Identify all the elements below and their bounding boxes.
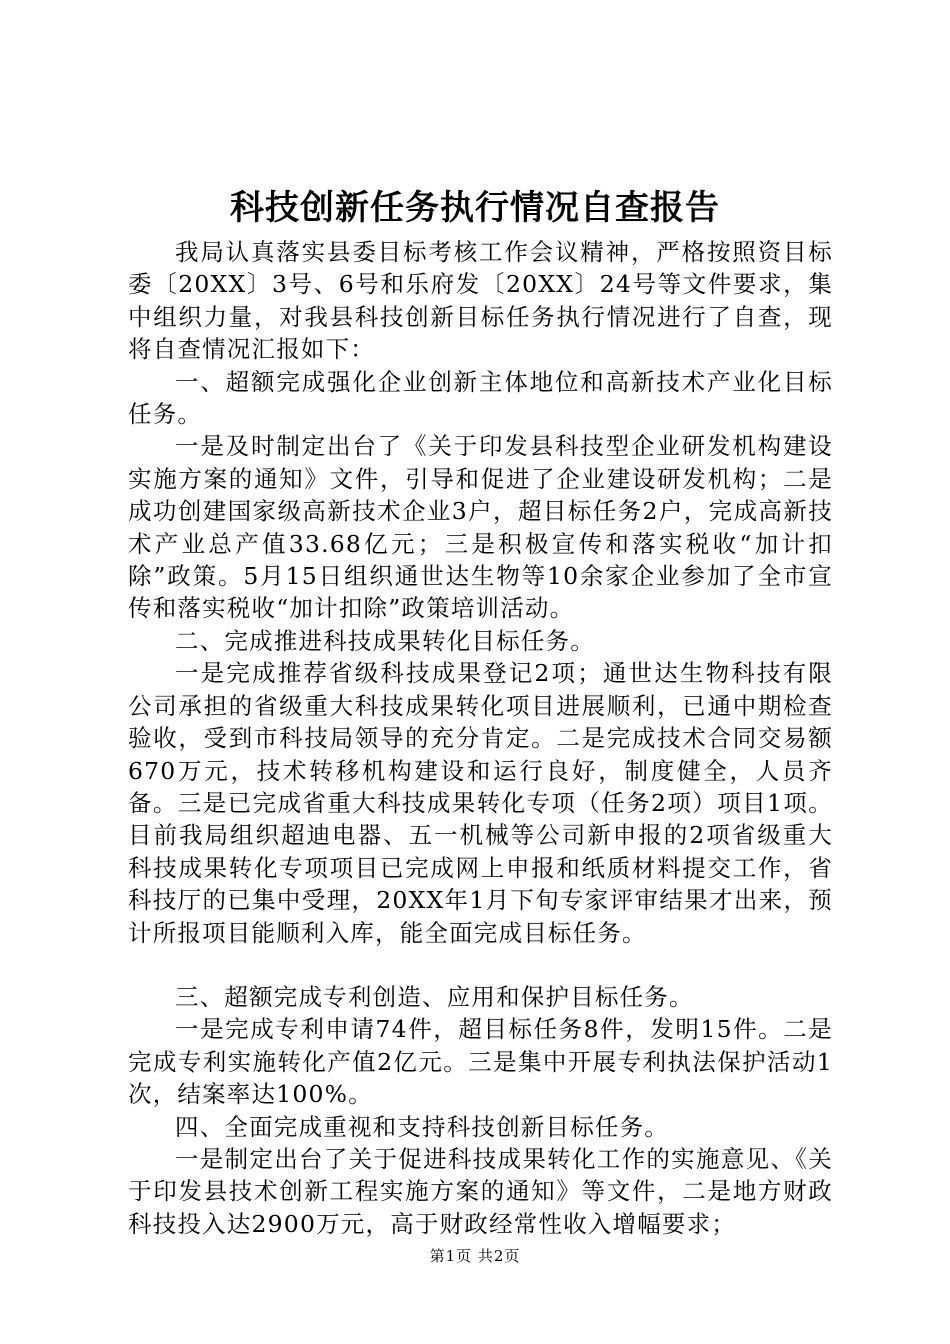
page-footer: 第1页 共2页 [429, 1247, 521, 1265]
paragraph-section-2: 一是完成推荐省级科技成果登记2项；通世达生物科技有限公司承担的省级重大科技成果转化项目进展顺利，已通中期检查验收，受到市科技局领导的充分肯定。二是完成技术合同交易额670万元，技术转移机构建设和运行良好，制度健全，人员齐备。三是已完成省重大科技成果转化专项（任务2项）项目1项。目前我局组织超迪电器、五一机械等公司新申报的2项省级重大科技成果转化专项项目已完成网上申报和纸质材料提交工作，省科技厅的已集中受理，20XX年1月下旬专家评审结果才出来，预计所报项目能顺利入库，能全面完成目标任务。 [128, 659, 833, 947]
paragraph-heading-1: 一、超额完成强化企业创新主体地位和高新技术产业化目标任务。 [128, 367, 833, 429]
paragraph-section-3: 一是完成专利申请74件，超目标任务8件，发明15件。二是完成专利实施转化产值2亿元。三是集中开展专利执法保护活动1次，结案率达100%。 [128, 1015, 833, 1109]
paragraph-intro: 我局认真落实县委目标考核工作会议精神，严格按照资目标委〔20XX〕3号、6号和乐府发〔20XX〕24号等文件要求，集中组织力量，对我县科技创新目标任务执行情况进行了自查，现将自查情况汇报如下： [128, 238, 833, 364]
paragraph-heading-2: 二、完成推进科技成果转化目标任务。 [175, 626, 595, 655]
document-body [128, 236, 833, 1240]
paragraph-heading-4: 四、全面完成重视和支持科技创新目标任务。 [175, 1112, 669, 1141]
paragraph-section-1: 一是及时制定出台了《关于印发县科技型企业研发机构建设实施方案的通知》文件，引导和促进了企业建设研发机构；二是成功创建国家级高新技术企业3户，超目标任务2户，完成高新技术产业总产值33.68亿元；三是积极宣传和落实税收“加计扣除”政策。5月15日组织通世达生物等10余家企业参加了全市宣传和落实税收“加计扣除”政策培训活动。 [128, 432, 833, 623]
paragraph-section-4: 一是制定出台了关于促进科技成果转化工作的实施意见、《关于印发县技术创新工程实施方案的通知》等文件，二是地方财政科技投入达2900万元，高于财政经常性收入增幅要求； [128, 1144, 833, 1238]
paragraph-heading-3: 三、超额完成专利创造、应用和保护目标任务。 [175, 982, 694, 1011]
document-title: 科技创新任务执行情况自查报告 [230, 188, 720, 228]
